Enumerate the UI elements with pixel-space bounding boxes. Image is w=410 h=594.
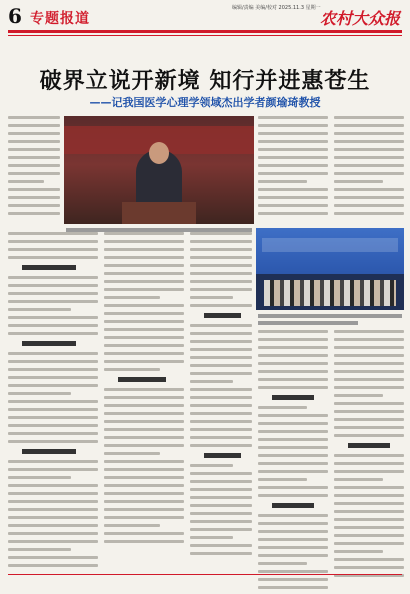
text-line xyxy=(8,232,98,235)
text-line xyxy=(334,526,404,529)
text-line xyxy=(8,524,98,527)
text-line xyxy=(104,540,184,543)
article-subheadline: ——记我国医学心理学领域杰出学者颜瑜琦教授 xyxy=(89,96,321,109)
text-line xyxy=(258,212,328,215)
text-line xyxy=(190,256,252,259)
text-line xyxy=(8,132,60,135)
text-line xyxy=(334,140,404,143)
text-line xyxy=(258,570,328,573)
text-line xyxy=(190,248,252,251)
text-line xyxy=(104,452,160,455)
text-line xyxy=(8,164,60,167)
text-line xyxy=(258,354,328,357)
text-line xyxy=(258,196,328,199)
column-subheading xyxy=(272,395,314,400)
text-line xyxy=(8,124,60,127)
text-line xyxy=(8,548,71,551)
text-line xyxy=(104,436,184,439)
text-line xyxy=(190,504,252,507)
text-line xyxy=(8,308,71,311)
text-line xyxy=(334,338,404,341)
text-line xyxy=(334,534,404,537)
text-line xyxy=(8,240,98,243)
text-line xyxy=(8,256,98,259)
text-line xyxy=(334,502,404,505)
main-photo xyxy=(64,116,254,224)
text-line xyxy=(334,550,383,553)
text-line xyxy=(258,330,328,333)
text-line xyxy=(104,264,184,267)
text-line xyxy=(104,336,184,339)
text-line xyxy=(104,280,184,283)
text-line xyxy=(258,338,328,341)
text-line xyxy=(190,520,252,523)
text-line xyxy=(104,288,184,291)
text-line xyxy=(334,478,383,481)
text-line xyxy=(258,116,328,119)
text-line xyxy=(258,554,328,557)
text-line xyxy=(334,196,404,199)
newspaper-logo: 农村大众报 xyxy=(319,9,400,28)
text-line xyxy=(8,476,71,479)
text-line xyxy=(190,380,233,383)
text-line xyxy=(334,402,404,405)
text-line xyxy=(190,356,252,359)
text-line xyxy=(190,264,252,267)
text-line xyxy=(190,332,252,335)
text-line xyxy=(258,148,328,151)
text-line xyxy=(8,140,60,143)
text-line xyxy=(334,148,404,151)
text-line xyxy=(104,484,184,487)
text-line xyxy=(104,412,184,415)
text-line xyxy=(334,346,404,349)
text-line xyxy=(8,460,98,463)
text-line xyxy=(190,364,252,367)
text-line xyxy=(8,316,98,319)
text-line xyxy=(258,546,328,549)
article-headline: 破界立说开新境 知行并进惠苍生 xyxy=(39,69,371,94)
column-subheading xyxy=(272,503,314,508)
text-line xyxy=(8,424,98,427)
text-line xyxy=(8,248,98,251)
text-line xyxy=(258,386,328,389)
text-line xyxy=(104,320,184,323)
text-line xyxy=(8,508,98,511)
column-subheading xyxy=(348,443,390,448)
text-column-5 xyxy=(334,330,404,582)
text-line xyxy=(104,460,184,463)
text-line xyxy=(104,476,184,479)
text-line xyxy=(8,276,98,279)
text-line xyxy=(334,542,404,545)
text-line xyxy=(334,164,404,167)
text-line xyxy=(104,468,184,471)
text-line xyxy=(104,272,184,275)
text-line xyxy=(258,124,328,127)
text-line xyxy=(190,544,252,547)
column-subheading xyxy=(118,377,166,382)
text-line xyxy=(258,446,328,449)
text-line xyxy=(104,420,184,423)
text-line xyxy=(190,412,252,415)
text-line xyxy=(334,354,404,357)
text-line xyxy=(334,462,404,465)
text-line xyxy=(258,156,328,159)
text-line xyxy=(8,204,60,207)
text-line xyxy=(190,324,252,327)
text-line xyxy=(8,360,98,363)
text-line xyxy=(258,204,328,207)
text-line xyxy=(104,368,160,371)
text-line xyxy=(334,454,404,457)
text-line xyxy=(334,124,404,127)
text-line xyxy=(8,352,98,355)
text-line xyxy=(190,536,233,539)
text-line xyxy=(334,486,404,489)
text-line xyxy=(8,376,98,379)
text-line xyxy=(334,418,404,421)
text-line xyxy=(8,516,98,519)
text-line xyxy=(104,304,184,307)
text-line xyxy=(190,340,252,343)
text-line xyxy=(104,524,160,527)
text-line xyxy=(190,436,252,439)
text-line xyxy=(258,346,328,349)
text-line xyxy=(8,440,98,443)
text-line xyxy=(8,540,98,543)
text-line xyxy=(8,116,60,119)
photo-screen xyxy=(262,238,398,252)
text-line xyxy=(258,438,328,441)
text-line xyxy=(104,312,184,315)
text-line xyxy=(104,240,184,243)
page-number: 6 xyxy=(8,4,22,28)
text-line xyxy=(190,444,252,447)
text-line xyxy=(334,426,404,429)
secondary-photo-caption-line2 xyxy=(258,321,358,325)
text-line xyxy=(190,496,252,499)
photo-podium xyxy=(122,202,196,224)
text-line xyxy=(104,256,184,259)
text-line xyxy=(8,484,98,487)
text-line xyxy=(190,464,233,467)
text-line xyxy=(8,408,98,411)
text-column-1 xyxy=(8,232,98,572)
text-line xyxy=(258,586,328,589)
text-line xyxy=(190,552,252,555)
text-line xyxy=(190,404,252,407)
text-line xyxy=(258,494,328,497)
text-line xyxy=(104,248,184,251)
text-line xyxy=(334,410,404,413)
text-line xyxy=(8,532,98,535)
text-line xyxy=(258,180,307,183)
text-line xyxy=(258,362,328,365)
photo-speaker-face xyxy=(149,142,169,164)
text-line xyxy=(8,392,71,395)
text-line xyxy=(258,454,328,457)
text-line xyxy=(8,172,60,175)
text-line xyxy=(104,352,184,355)
text-line xyxy=(8,156,60,159)
text-line xyxy=(190,296,233,299)
text-line xyxy=(258,470,328,473)
text-line xyxy=(334,566,404,569)
text-line xyxy=(104,344,184,347)
secondary-photo xyxy=(256,228,404,310)
text-line xyxy=(104,500,184,503)
header-rule-thin xyxy=(8,35,402,36)
text-line xyxy=(190,512,252,515)
text-line xyxy=(334,470,404,473)
text-column-4-top xyxy=(258,116,328,220)
text-line xyxy=(190,528,252,531)
text-line xyxy=(258,522,328,525)
text-line xyxy=(258,378,328,381)
text-line xyxy=(8,416,98,419)
text-line xyxy=(334,212,404,215)
edit-info: 编辑/责编 美编/校对 2025.11.3 星期一 xyxy=(232,5,321,11)
text-line xyxy=(8,300,98,303)
text-line xyxy=(190,232,252,235)
text-line xyxy=(190,472,252,475)
text-line xyxy=(8,332,98,335)
text-line xyxy=(8,292,98,295)
text-line xyxy=(258,370,328,373)
header-rule xyxy=(8,30,402,33)
text-line xyxy=(104,428,184,431)
text-line xyxy=(104,508,184,511)
text-line xyxy=(8,368,98,371)
text-line xyxy=(104,492,184,495)
text-line xyxy=(190,420,252,423)
text-line xyxy=(104,532,184,535)
text-line xyxy=(334,156,404,159)
text-line xyxy=(334,378,404,381)
text-line xyxy=(190,428,252,431)
masthead xyxy=(0,0,410,46)
text-line xyxy=(258,188,328,191)
text-line xyxy=(334,204,404,207)
text-line xyxy=(8,468,98,471)
secondary-photo-caption xyxy=(258,314,402,318)
text-line xyxy=(190,488,252,491)
text-line xyxy=(258,164,328,167)
column-subheading xyxy=(22,341,76,346)
text-line xyxy=(104,396,184,399)
text-line xyxy=(334,172,404,175)
text-column-5-top xyxy=(334,116,404,220)
text-line xyxy=(8,284,98,287)
column-subheading xyxy=(204,313,241,318)
text-line xyxy=(258,414,328,417)
text-line xyxy=(334,330,404,333)
text-line xyxy=(104,296,160,299)
text-line xyxy=(8,384,98,387)
photo-group xyxy=(264,280,396,306)
text-line xyxy=(334,362,404,365)
column-subheading xyxy=(204,453,241,458)
text-line xyxy=(258,578,328,581)
text-line xyxy=(104,328,184,331)
text-line xyxy=(190,240,252,243)
text-line xyxy=(258,530,328,533)
text-line xyxy=(334,494,404,497)
text-line xyxy=(190,272,252,275)
text-line xyxy=(8,564,98,567)
text-line xyxy=(8,492,98,495)
text-line xyxy=(334,518,404,521)
text-line xyxy=(8,324,98,327)
text-line xyxy=(258,538,328,541)
text-line xyxy=(190,480,252,483)
text-line xyxy=(8,212,60,215)
section-title: 专题报道 xyxy=(30,11,90,27)
text-line xyxy=(258,406,307,409)
column-subheading xyxy=(22,449,76,454)
text-column-2 xyxy=(104,232,184,548)
footer-rule xyxy=(8,574,402,575)
text-line xyxy=(258,562,307,565)
text-line xyxy=(8,148,60,151)
text-column-1-top xyxy=(8,116,60,220)
text-column-4 xyxy=(258,330,328,594)
text-line xyxy=(258,478,307,481)
text-line xyxy=(8,196,60,199)
text-column-3 xyxy=(190,232,252,560)
text-line xyxy=(258,172,328,175)
text-line xyxy=(104,388,184,391)
text-line xyxy=(190,348,252,351)
text-line xyxy=(334,188,404,191)
text-line xyxy=(258,430,328,433)
text-line xyxy=(8,188,60,191)
text-line xyxy=(334,370,404,373)
text-line xyxy=(334,116,404,119)
text-line xyxy=(334,132,404,135)
text-line xyxy=(190,396,252,399)
text-line xyxy=(258,486,328,489)
text-line xyxy=(8,180,44,183)
text-line xyxy=(258,462,328,465)
text-line xyxy=(258,514,328,517)
text-line xyxy=(190,288,252,291)
text-line xyxy=(258,422,328,425)
text-line xyxy=(8,500,98,503)
text-line xyxy=(104,516,184,519)
text-line xyxy=(334,180,383,183)
text-line xyxy=(334,434,404,437)
text-line xyxy=(104,360,184,363)
text-line xyxy=(104,404,184,407)
text-line xyxy=(104,232,184,235)
text-line xyxy=(190,388,252,391)
text-line xyxy=(190,280,252,283)
text-line xyxy=(334,558,404,561)
text-line xyxy=(8,400,98,403)
text-line xyxy=(334,510,404,513)
text-line xyxy=(104,444,184,447)
text-line xyxy=(258,132,328,135)
text-line xyxy=(190,372,252,375)
text-line xyxy=(8,556,98,559)
text-line xyxy=(334,394,383,397)
text-line xyxy=(190,304,252,307)
text-line xyxy=(8,432,98,435)
text-line xyxy=(334,386,404,389)
column-subheading xyxy=(22,265,76,270)
text-line xyxy=(258,140,328,143)
